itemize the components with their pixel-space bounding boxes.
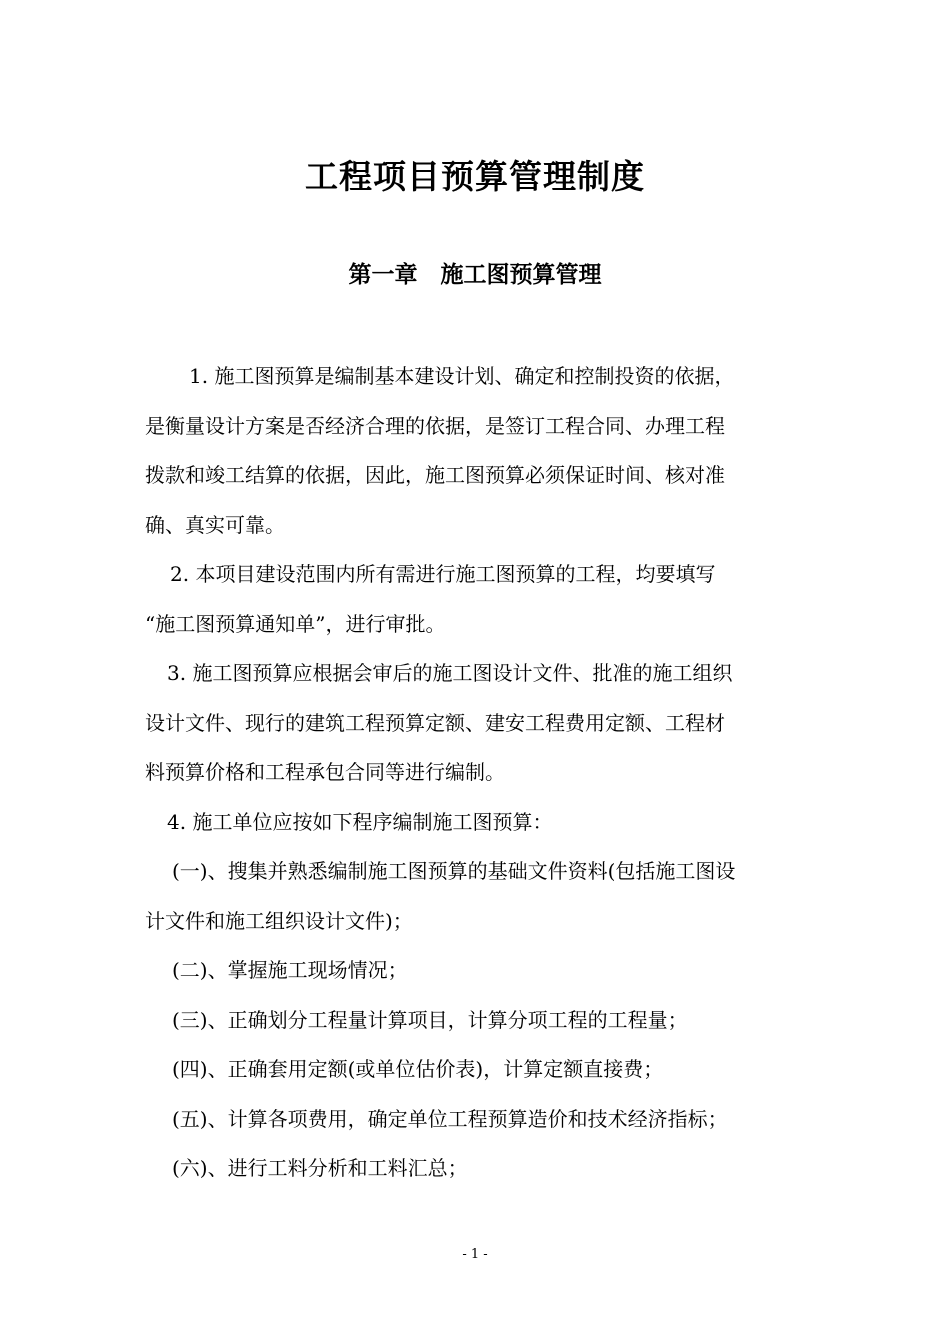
paragraph-line: (六)、进行工料分析和工料汇总； — [172, 1156, 468, 1180]
paragraph-line: 计文件和施工组织设计文件)； — [145, 908, 413, 933]
page-number: - 1 - — [462, 1247, 488, 1262]
paragraph-line: (一)、搜集并熟悉编制施工图预算的基础文件资料(包括施工图设 — [172, 859, 736, 883]
paragraph-line: 拨款和竣工结算的依据，因此，施工图预算必须保证时间、核对准 — [145, 463, 725, 487]
paragraph-line: (二)、掌握施工现场情况； — [172, 958, 408, 982]
paragraph-line: (三)、正确划分工程量计算项目，计算分项工程的工程量； — [172, 1007, 688, 1032]
paragraph-line: 是衡量设计方案是否经济合理的依据，是签订工程合同、办理工程 — [145, 413, 725, 438]
paragraph-line: 确、真实可靠。 — [145, 512, 285, 537]
body-text — [145, 352, 807, 1194]
paragraph-line: “施工图预算通知单”，进行审批。 — [145, 611, 446, 636]
document-title: 工程项目预算管理制度 — [305, 157, 645, 196]
paragraph-line: 2. 本项目建设范围内所有需进行施工图预算的工程，均要填写 — [170, 562, 716, 586]
paragraph-line: (五)、计算各项费用，确定单位工程预算造价和技术经济指标； — [172, 1106, 728, 1131]
paragraph-line: 4. 施工单位应按如下程序编制施工图预算： — [167, 809, 553, 834]
paragraph-line: (四)、正确套用定额(或单位估价表)，计算定额直接费； — [172, 1057, 664, 1081]
paragraph-line: 3. 施工图预算应根据会审后的施工图设计文件、批准的施工组织 — [167, 661, 733, 685]
paragraph-line: 1. 施工图预算是编制基本建设计划、确定和控制投资的依据， — [189, 364, 735, 388]
paragraph-line: 设计文件、现行的建筑工程预算定额、建安工程费用定额、工程材 — [145, 710, 725, 735]
chapter-heading: 第一章 施工图预算管理 — [348, 261, 602, 288]
paragraph-line: 料预算价格和工程承包合同等进行编制。 — [145, 760, 505, 784]
